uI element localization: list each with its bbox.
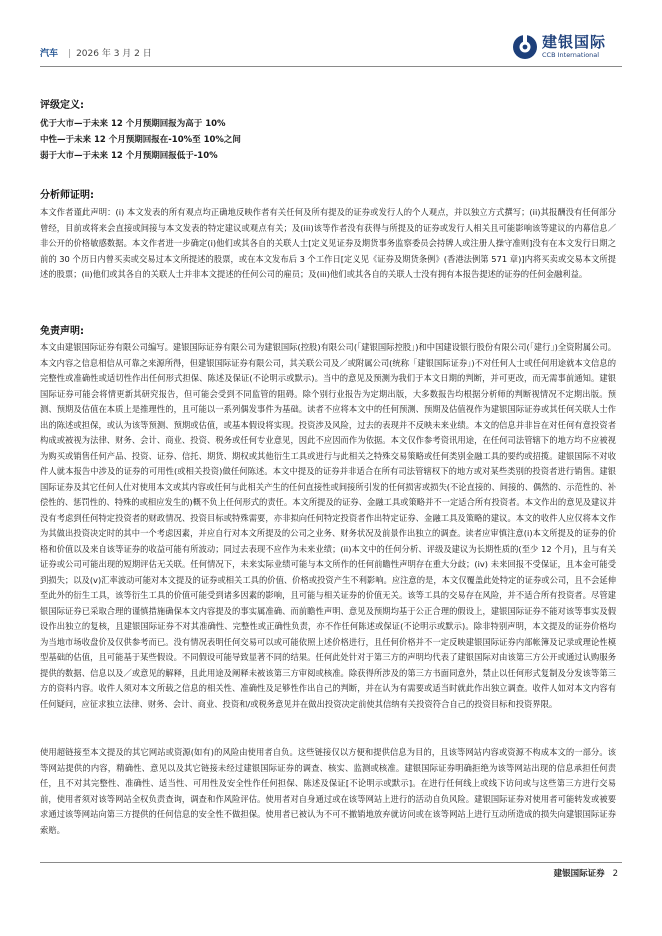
header-separator: | (68, 49, 72, 59)
report-header (40, 46, 152, 59)
disclaimer-text-main: 本文由建银国际证券有限公司编写。建银国际证券有限公司为建银国际(控股)有限公司(「建银国际控股」)和中国建设银行股份有限公司(「建行」)全资附属公司。本文内容之信息相信从可靠之来源所得，但建银国际证券有限公司，其关联公司及／或附属公司(统称「建银国际证券」)不对任何人士或任何用途就本文信息的完整性或准确性或适切性作出任何形式担保、陈述及保证(不论明示或默示)。当中的意见及预测为我们于本文日期的判断，并可更改，而无需事前通知。建银国际证券可能会将情更新其研究报告，但可能会受到不同监管的阻碍。除个别行业报告为定期出版，大多数报告均根据分析师的判断视情况不定期出版。预测、预期及估值在本质上是推理性的，且可能以一系列偶发事件为基础。读者不应将本文中的任何预测、预期及估值视作为建银国际证券或其任何关联人士作出的陈述或担保，或认为该等预测、预期或估值，或基本假设将实现。投资涉及风险，过去的表现并不反映未来业绩。本文的信息并非旨在对任何有意投资者构成或被视为法律、财务、会计、商业、投资、税务或任何专业意见，因此不应因而作为依据。本文仅作参考资讯用途，在任何司法管辖下的地方均不应被视为购买或销售任何产品、投资、证券、信托、期货、期权或其他衍生工具或进行与此相关之特殊交易策略或任何类别金融工具的要约或招揽。建银国际不对收件人就本报告中涉及的证券的可用性(或相关投资)做任何陈述。本文中提及的证券并非适合在所有司法管辖权下的地方或对某些类别的投资者进行销售。建银国际证券及其它任何人仕对使用本文或其内容或任何与此相关产生的任何直接性或间接所引发的任何损害或损失(不论直接的、间接的、偶然的、示范性的、补偿性的、惩罚性的、特殊的或相应发生的)概不负上任何形式的责任。本文所提及的证券、金融工具或策略并不一定适合所有投资者。本文作出的意见及建议并没有考虑到任何特定投资者的财政情况、投资目标或特殊需要，亦非拟向任何特定投资者作出特定证券、金融工具及策略的建议。本文的收件人应仅将本文作为其做出投资决定时的其中一个考虑因素，并应自行对本文所提及的公司之业务、财务状况及前景作出独立的调查。读者应审慎注意(i)本文所提及的证券的价格和价值以及来自该等证券的收益可能有所波动；同过去表现不应作为未来业绩；(ii)本文中的任何分析、评级及建议为长期性质的(至少 12 个月)，且与有关证券或公司可能出现的短期评估无关联。任何情况下，未来实际业绩可能与本文所作的任何前瞻性声明存在重大分歧；(iv) 未来回报不受保证，且本金可能受到损失；以及(v)汇率波动可能对本文提及的证券或相关工具的价值、价格或投资产生不利影响。应注意的是，本文仅覆盖此处特定的证券或公司，且不会延伸至此外的衍生工具，该等衍生工具的价值可能受到诸多因素的影响，且可能与相关证券的价值无关。该等工具的交易存在风险，并不适合所有投资者。尽管建银国际证券已采取合理的谨慎措施确保本文内容提及的事实属准确、而前瞻性声明、意见及预期均基于公正合理的假设上，建银国际证券不能对该等事实及假设作出独立的复核，且建银国际证券不对其准确性、完整性或正确性负责，亦不作任何陈述或保证(不论明示或默示)。除非特别声明，本文提及的证券价格均为当地市场收盘价及仅供参考而已。没有情况表明任何交易可以或可能依照上述价格进行，且任何价格并不一定反映建银国际证券内部帐簿及记录或理论性模型基础的估值，且可能基于某些假设。不同假设可能导致显著不同的结果。任何此处针对于第三方的声明均代表了建银国际对由该第三方公开或通过认购服务提供的数据、信息以及／或意见的解释，且此用途及阐释未被该第三方审阅或核准。除获得所涉及的第三方书面同意外，禁止以任何形式复制及分发该等第三方的资料内容。收件人须对本文所载之信息的相关性、准确性及足够性作出自己的判断，并在认为有需要或适当时就此作出独立调查。收件人如对本文内容有任何疑问，应征求独立法律、财务、会计、商业、投资和/或税务意见并在做出投资决定前使其信纳有关投资符合自己的投资目标和投资界限。 (40, 342, 616, 709)
footer-brand: 建银国际证券 (553, 869, 605, 879)
header-divider (40, 66, 622, 67)
rating-underperform: 弱于大市—于未来 12 个月预期回报低于-10% (40, 151, 218, 161)
sector-label: 汽车 (40, 49, 59, 59)
ccbi-logo-icon (512, 34, 538, 60)
analyst-certification-text: 本文作者谨此声明：(i) 本文发表的所有观点均正确地反映作者有关任何及所有提及的证券或发行人的个人观点，并以独立方式撰写；(ii)其报酬没有任何部分曾经，目前或将来会直接或间接与本文发表的特定建议或观点有关；及(iii)该等作者没有获得与所提及的证券或发行人相关且可能影响该等建议的内幕信息／非公开的价格敏感数据。本文作者进一步确定(i)他们或其各自的关联人士[定义见证券及期货事务监察委员会持牌人或注册人操守准则]没有在本文发行日期之前的 30 个历日内曾买卖或交易过本文所提述的股票，或在本文发布后 3 个工作日[定义见《证券及期货条例》(香港法例第 571 章)]内将买卖或交易本文所提述的股票；(ii)他们或其各自的关联人士并非本文提述的任何公司的雇员；及(iii)他们或其各自的关联人士没有拥有本报告提述的证券的任何金融利益。 (40, 207, 616, 279)
logo-name-cn: 建银国际 (542, 33, 607, 51)
footer-divider (40, 862, 622, 863)
rating-definitions-list (40, 116, 241, 164)
rating-definitions-title: 评级定义: (40, 100, 84, 111)
analyst-certification-title: 分析师证明: (40, 190, 94, 201)
disclaimer-text-hyperlinks: 使用超链接至本文提及的其它网站或资源(如有)的风险由使用者自负。这些链接仅以方便和提供信息为目的，且该等网站内容或资源不构成本文的一部分。该等网站提供的内容，精确性、意见以及其它链接未经过建银国际证券的调查、核实、监测或核准。建银国际证券明确拒绝为该等网站出现的信息承担任何责任，且不对其完整性、准确性、适当性、可用性及安全性作任何担保、陈述及保证[不论明示或默示]。在进行任何线上或线下访问或与这些第三方进行交易前，使用者须对该等网站全权负责查询，调查和作风险评估。使用者对自身通过或在该等网站上进行的活动自负风险。建银国际证券对使用者可能转发或被要求通过该等网站向第三方提供的任何信息的安全性不做担保。使用者已被认为不可不撤销地放弃就访问或在该等网站上进行互动所造成的损失向建银国际证券索赔。 (40, 747, 616, 835)
rating-neutral: 中性—于未来 12 个月预期回报在-10%至 10%之间 (40, 135, 241, 145)
report-date: 2026 年 3 月 2 日 (76, 49, 152, 59)
logo-name-en: CCB International (542, 51, 600, 59)
page-number: 2 (612, 869, 618, 879)
page-footer (554, 867, 618, 879)
company-logo (512, 34, 606, 60)
disclaimer-title: 免责声明: (40, 326, 84, 337)
rating-outperform: 优于大市—于未来 12 个月预期回报为高于 10% (40, 119, 226, 129)
